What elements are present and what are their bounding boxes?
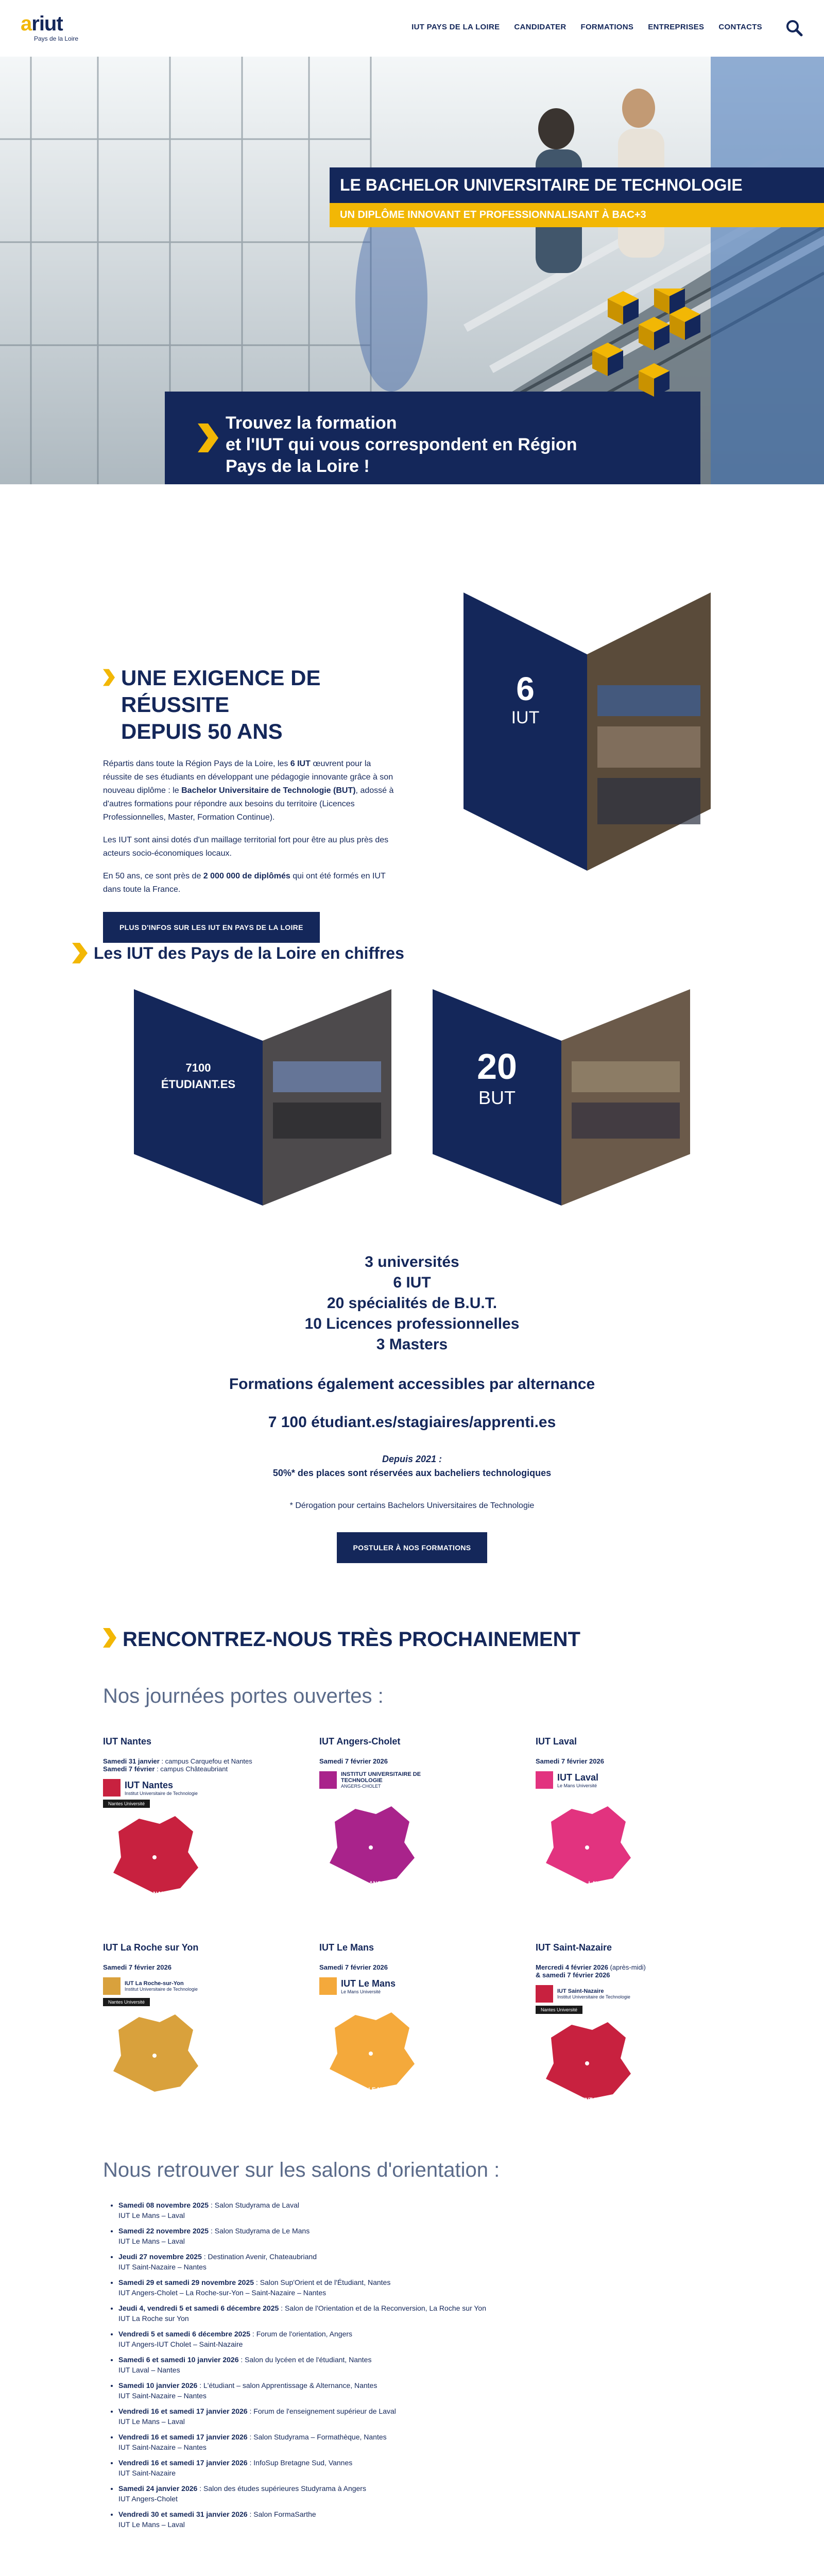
event-sub: IUT Le Mans – Laval: [118, 2211, 185, 2219]
event-date: Vendredi 5 et samedi 6 décembre 2025: [118, 2330, 251, 2338]
iut-ribbon: Nantes Université: [536, 2006, 582, 2014]
hex-label: ÉTUDIANT.ES: [161, 1078, 236, 1091]
event-sub: IUT Saint-Nazaire – Nantes: [118, 2443, 207, 2451]
event-date: Samedi 08 novembre 2025: [118, 2201, 209, 2209]
event-title: : Salon Studyrama de Le Mans: [209, 2227, 310, 2235]
event-title: : L'étudiant – salon Apprentissage & Alternance, Nantes: [197, 2381, 377, 2389]
iut-card: [536, 1942, 742, 2138]
iut-card-title: IUT Le Mans: [319, 1942, 374, 1953]
iut-logo-subtext: ANGERS-CHOLET: [341, 1784, 381, 1789]
iut-logo-subtext: Le Mans Université: [557, 1783, 597, 1788]
event-sub: IUT Le Mans – Laval: [118, 2520, 185, 2529]
iut-logo[interactable]: [319, 1977, 525, 1995]
map-label: NANTES: [153, 1891, 177, 1897]
event-title: : Forum de l'orientation, Angers: [250, 2330, 353, 2338]
hex-label: BUT: [478, 1087, 516, 1108]
iut-card-title: IUT Saint-Nazaire: [536, 1942, 612, 1953]
event-sub: IUT Saint-Nazaire: [118, 2469, 176, 2477]
iut-card-date: [103, 1765, 309, 1773]
iut-logo-text: IUT Le Mans: [341, 1978, 396, 1989]
map-label: LAVAL: [588, 1880, 607, 1887]
postuler-button[interactable]: POSTULER À NOS FORMATIONS: [337, 1532, 488, 1563]
event-date: Vendredi 16 et samedi 17 janvier 2026: [118, 2459, 248, 2467]
list-item: 20 spécialités de B.U.T.: [327, 1295, 497, 1312]
event-title: : Salon du lycéen et de l'étudiant, Nantes: [238, 2355, 372, 2364]
nav-formations[interactable]: FORMATIONS: [580, 23, 634, 31]
iut-logo-mark-icon: [103, 1779, 121, 1797]
date-bold: Samedi 7 février 2026: [103, 1963, 171, 1971]
chevron-right-icon: [103, 669, 115, 686]
department-map: [319, 1801, 422, 1889]
event-date: Samedi 29 et samedi 29 novembre 2025: [118, 2278, 254, 2286]
event-sub: IUT Le Mans – Laval: [118, 2237, 185, 2245]
iut-card-date: [103, 1757, 309, 1765]
date-bold: Mercredi 4 février 2026: [536, 1963, 608, 1971]
exigence-paragraph-1: [103, 757, 402, 824]
department-map: [103, 2009, 206, 2097]
list-item: 3 universités: [365, 1253, 459, 1270]
hex-number: 20: [477, 1046, 517, 1087]
date-detail: (après-midi): [608, 1963, 646, 1971]
chiffres-list: [0, 1252, 824, 1563]
list-item: [118, 2354, 711, 2375]
alternance-text: Formations également accessibles par alternance: [229, 1376, 595, 1393]
find-formation-box[interactable]: [165, 392, 700, 484]
event-title: : Salon FormaSarthe: [247, 2510, 316, 2518]
list-item: [118, 2251, 711, 2272]
nav-contacts[interactable]: CONTACTS: [718, 23, 762, 31]
derogation-note: * Dérogation pour certains Bachelors Universitaires de Technologie: [289, 1501, 535, 1510]
iut-card-date: [536, 1963, 742, 1971]
nav-entreprises[interactable]: ENTREPRISES: [648, 23, 705, 31]
event-date: Samedi 24 janvier 2026: [118, 2484, 198, 2493]
map-label: ANGERS: [369, 1880, 393, 1887]
date-bold: Samedi 7 février 2026: [319, 1963, 388, 1971]
iut-card-date: [103, 1963, 309, 1971]
search-button[interactable]: [785, 19, 803, 37]
exigence-paragraph-2: Les IUT sont ainsi dotés d'un maillage territorial fort pour être au plus près des acteurs socio-économiques locaux.: [103, 836, 389, 858]
event-title: : Salon des études supérieures Studyrama à Angers: [197, 2484, 366, 2493]
event-sub: IUT Saint-Nazaire – Nantes: [118, 2263, 207, 2271]
rencontre-section: [0, 1613, 824, 2576]
iut-logo-text: INSTITUT UNIVERSITAIRE DE TECHNOLOGIE: [341, 1771, 421, 1784]
chiffres-title: Les IUT des Pays de la Loire en chiffres: [94, 944, 404, 962]
text-span: En 50 ans, ce sont près de: [103, 872, 203, 880]
exigence-title-line2: DEPUIS 50 ANS: [121, 719, 283, 743]
department-map: [536, 2017, 639, 2105]
hex-6-iut: [464, 592, 711, 873]
chiffres-heading: [72, 943, 404, 963]
nav-candidater[interactable]: CANDIDATER: [514, 23, 566, 31]
rencontre-title: RENCONTREZ-NOUS TRÈS PROCHAINEMENT: [123, 1628, 580, 1651]
list-item: [118, 2226, 711, 2246]
event-title: : Salon Sup'Orient et de l'Étudiant, Nantes: [254, 2278, 391, 2286]
text-span: œuvrent pour la réussite de ses étudiants en développant une pédagogie innovante grâce à son nouveau diplôme : le: [103, 759, 393, 795]
cubes-decoration-icon: [577, 289, 700, 407]
depuis-text: 50%* des places sont réservées aux bacheliers technologiques: [272, 1468, 552, 1478]
event-sub: IUT Angers-IUT Cholet – Saint-Nazaire: [118, 2340, 243, 2348]
iut-ribbon: Nantes Université: [103, 1800, 150, 1808]
hex-number: 7100: [185, 1061, 211, 1074]
event-title: : Salon Studyrama de Laval: [209, 2201, 299, 2209]
iut-logo-text: IUT Nantes: [125, 1780, 174, 1790]
stats-text: 7 100 étudiant.es/stagiaires/apprenti.es: [268, 1414, 556, 1431]
event-date: Samedi 22 novembre 2025: [118, 2227, 209, 2235]
hero-tagline: [330, 167, 824, 227]
list-item: [118, 2432, 711, 2452]
iut-logo-subtext: Institut Universitaire de Technologie: [125, 1790, 198, 1796]
chevron-right-icon: [103, 1628, 116, 1648]
department-map: [536, 1801, 639, 1889]
date-bold: Samedi 31 janvier: [103, 1757, 160, 1765]
site-header: [0, 0, 824, 57]
iut-card: [536, 1736, 742, 1932]
event-sub: IUT Angers-Cholet – La Roche-sur-Yon – Saint-Nazaire – Nantes: [118, 2289, 327, 2297]
find-formation-line: Pays de la Loire !: [226, 456, 370, 476]
text-bold: Bachelor Universitaire de Technologie (BUT): [181, 786, 356, 795]
iut-logo-mark-icon: [103, 1977, 121, 1995]
date-detail: : campus Carquefou et Nantes: [159, 1757, 252, 1765]
find-formation-line: et l'IUT qui vous correspondent en Région: [226, 435, 577, 454]
iut-logo-text: IUT La Roche-sur-Yon: [125, 1980, 184, 1987]
iut-logo[interactable]: [536, 1985, 742, 2003]
chevron-right-icon: [72, 943, 88, 963]
hero-tag-subtitle: UN DIPLÔME INNOVANT ET PROFESSIONNALISANT À BAC+3: [330, 203, 824, 227]
logo-subtitle: Pays de la Loire: [34, 35, 79, 42]
event-title: : Forum de l'enseignement supérieur de Laval: [247, 2407, 396, 2415]
text-bold: 6 IUT: [290, 759, 311, 768]
event-date: Jeudi 4, vendredi 5 et samedi 6 décembre 2025: [118, 2304, 279, 2312]
event-date: Samedi 6 et samedi 10 janvier 2026: [118, 2355, 239, 2364]
iut-logo[interactable]: [103, 1779, 309, 1797]
event-date: Vendredi 16 et samedi 17 janvier 2026: [118, 2407, 248, 2415]
list-item: [118, 2329, 711, 2349]
iut-logo-subtext: Institut Universitaire de Technologie: [557, 1994, 630, 1999]
hero-tag-title: LE BACHELOR UNIVERSITAIRE DE TECHNOLOGIE: [330, 167, 824, 203]
event-sub: IUT Laval – Nantes: [118, 2366, 180, 2374]
list-item: [118, 2380, 711, 2401]
iut-card: [103, 1736, 309, 1932]
event-sub: IUT Angers-Cholet: [118, 2495, 178, 2503]
list-item: [118, 2277, 711, 2298]
iut-logo-subtext: Le Mans Université: [341, 1989, 381, 1994]
exigence-section: [0, 562, 824, 943]
iut-card-date: [536, 1757, 742, 1765]
hex-graphic: [464, 592, 711, 871]
iut-logo-subtext: Institut Universitaire de Technologie: [125, 1987, 198, 1992]
hex-but: [433, 989, 690, 1208]
map-label: SAINT-NAZAIRE: [575, 2097, 620, 2103]
text-span: Répartis dans toute la Région Pays de la Loire, les: [103, 759, 290, 768]
iut-card: [319, 1942, 525, 2138]
depuis-label: Depuis 2021 :: [382, 1454, 442, 1464]
list-item: 10 Licences professionnelles: [304, 1315, 520, 1332]
map-label: LE MANS: [368, 2087, 394, 2093]
iut-logo[interactable]: [536, 1771, 742, 1789]
department-map: [319, 2007, 422, 2095]
logo-letter-a: a: [21, 12, 32, 35]
ariut-logo[interactable]: [21, 13, 78, 42]
event-title: : Destination Avenir, Chateaubriand: [201, 2252, 317, 2261]
list-item: [118, 2483, 711, 2504]
search-icon: [785, 19, 803, 37]
list-item: [118, 2303, 711, 2324]
iut-logo[interactable]: [319, 1771, 525, 1789]
text-span: , adossé à d'autres formations pour répondre aux besoins du territoire (Licences Professionnelles, Master, Formation Continue).: [103, 786, 394, 822]
event-sub: IUT La Roche sur Yon: [118, 2314, 189, 2323]
date-bold: Samedi 7 février: [103, 1765, 155, 1773]
chevron-right-icon: [198, 423, 218, 452]
iut-logo[interactable]: [103, 1977, 309, 1995]
date-bold: & samedi 7 février 2026: [536, 1971, 610, 1979]
event-date: Jeudi 27 novembre 2025: [118, 2252, 202, 2261]
hex-graphic: [134, 989, 391, 1206]
date-detail: : campus Châteaubriant: [154, 1765, 228, 1773]
exigence-heading: [103, 665, 422, 745]
department-map: [103, 1811, 206, 1899]
chiffres-section: [0, 943, 824, 1613]
iut-card: [103, 1942, 309, 2138]
map-label: LA ROCHE-SUR-YON: [136, 2097, 194, 2103]
logo-letters: riut: [31, 12, 63, 35]
iut-logo-text: IUT Laval: [557, 1772, 599, 1783]
nav-iut-pays-de-la-loire[interactable]: IUT PAYS DE LA LOIRE: [411, 23, 500, 31]
event-title: : Salon de l'Orientation et de la Reconversion, La Roche sur Yon: [279, 2304, 486, 2312]
event-date: Vendredi 16 et samedi 17 janvier 2026: [118, 2433, 248, 2441]
list-item: [118, 2200, 711, 2221]
iut-logo-mark-icon: [536, 1771, 553, 1789]
event-sub: IUT Saint-Nazaire – Nantes: [118, 2392, 207, 2400]
list-item: [118, 2509, 711, 2530]
logo-wordmark: [21, 13, 78, 34]
iut-logo-mark-icon: [536, 1985, 553, 2003]
event-title: : Salon Studyrama – Formathèque, Nantes: [247, 2433, 387, 2441]
iut-card-title: IUT La Roche sur Yon: [103, 1942, 199, 1953]
hex-label: IUT: [511, 708, 540, 727]
salons-title: Nous retrouver sur les salons d'orientation :: [103, 2159, 500, 2181]
iut-card-date: [536, 1971, 742, 1979]
iut-card-title: IUT Nantes: [103, 1736, 152, 1747]
date-bold: Samedi 7 février 2026: [319, 1757, 388, 1765]
event-date: Vendredi 30 et samedi 31 janvier 2026: [118, 2510, 248, 2518]
iut-card-date: [319, 1757, 525, 1765]
more-info-iut-button[interactable]: PLUS D'INFOS SUR LES IUT EN PAYS DE LA LOIRE: [103, 912, 320, 943]
iut-logo-mark-icon: [319, 1771, 337, 1789]
iut-grid: [103, 1736, 742, 2148]
exigence-content: [103, 665, 422, 943]
find-formation-text: [226, 412, 577, 477]
iut-logo-text: IUT Saint-Nazaire: [557, 1988, 604, 1994]
date-bold: Samedi 7 février 2026: [536, 1757, 604, 1765]
list-item: [118, 2458, 711, 2478]
rencontre-heading: [103, 1628, 580, 1651]
event-sub: IUT Le Mans – Laval: [118, 2417, 185, 2426]
jpo-title: Nos journées portes ouvertes :: [103, 1685, 384, 1707]
iut-card: [319, 1736, 525, 1932]
hex-etudiants: [134, 989, 391, 1208]
main-nav: [411, 23, 762, 31]
iut-card-title: IUT Laval: [536, 1736, 577, 1747]
iut-ribbon: Nantes Université: [103, 1998, 150, 2006]
list-item: 3 Masters: [376, 1336, 448, 1353]
text-bold: 2 000 000 de diplômés: [203, 872, 290, 880]
find-formation-line: Trouvez la formation: [226, 413, 397, 433]
event-date: Samedi 10 janvier 2026: [118, 2381, 198, 2389]
hex-number: 6: [516, 670, 535, 707]
list-item: [118, 2406, 711, 2427]
iut-card-title: IUT Angers-Cholet: [319, 1736, 401, 1747]
iut-card-date: [319, 1963, 525, 1971]
exigence-title-line1: UNE EXIGENCE DE RÉUSSITE: [121, 666, 321, 717]
iut-logo-mark-icon: [319, 1977, 337, 1995]
event-title: : InfoSup Bretagne Sud, Vannes: [247, 2459, 353, 2467]
salons-list: [118, 2200, 711, 2535]
text-span: qui ont été formés en IUT dans toute la France.: [103, 872, 386, 894]
exigence-paragraph-3: [103, 870, 402, 896]
list-item: 6 IUT: [393, 1274, 431, 1291]
